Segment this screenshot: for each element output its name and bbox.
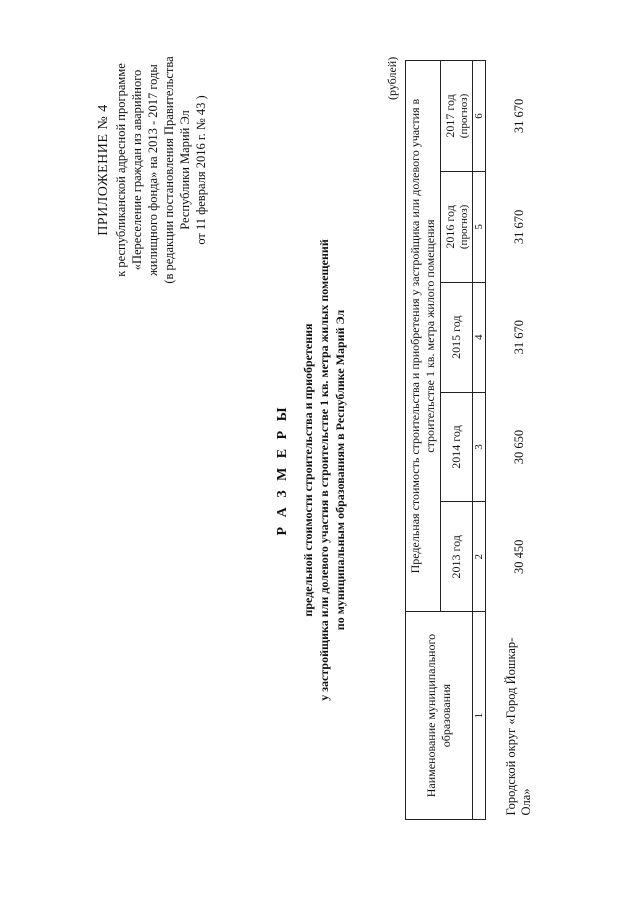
year-label: 2013 год [449,535,463,579]
header-year [441,502,473,612]
year-note: (прогноз) [458,93,470,139]
document-subtitle [300,220,348,720]
appendix-block [95,35,209,305]
cost-value: 30 650 [511,429,526,465]
header-year [441,282,473,392]
municipality-name: Городской округ «Город Йошкар-Ола» [504,637,533,816]
appendix-line: жилищного фонда» на 2013 - 2017 годы [146,64,160,276]
header-year [441,61,473,172]
subtitle-line: по муниципальным образованиям в Республике Марий Эл [333,309,347,631]
header-year [441,171,473,282]
appendix-date-line: от 11 февраля 2016 г. № 43 ) [194,95,208,245]
column-number-row [473,61,486,820]
year-label: 2016 год [443,205,457,249]
table-header-row [406,61,441,820]
column-number: 5 [473,171,486,282]
appendix-line: Республики Марий Эл [178,110,192,230]
header-group: Предельная стоимость строительства и приобретения у застройщика или долевого участия в строительстве 1 кв. метра жилого помещения [406,61,441,612]
year-label: 2014 год [449,425,463,469]
cost-value: 31 670 [511,209,526,245]
appendix-line: «Переселение граждан из аварийного [130,69,144,271]
subtitle-line: у застройщика или долевого участия в строительстве 1 кв. метра жилых помещений [317,239,331,701]
appendix-line: (в редакции постановления Правительства [162,56,176,284]
cost-table [405,60,536,820]
column-number: 4 [473,282,486,392]
year-label: 2017 год [443,94,457,138]
column-number: 6 [473,61,486,172]
appendix-title: ПРИЛОЖЕНИЕ № 4 [96,104,111,236]
appendix-line: к республиканской адресной программе [114,63,128,277]
document-title: Р А З М Е Р Ы [275,404,290,536]
subtitle-line: предельной стоимости строительства и приобретения [301,323,315,617]
year-label: 2015 год [449,315,463,359]
column-number: 3 [473,392,486,502]
table-row [486,61,537,820]
header-year [441,392,473,502]
cost-value: 31 670 [511,320,526,355]
units-label: (рублей) [385,56,399,100]
column-number: 1 [473,612,486,820]
cost-value: 31 670 [511,98,526,134]
year-note: (прогноз) [458,204,470,250]
column-number: 2 [473,502,486,612]
header-name: Наименование муниципального образования [406,612,473,820]
cost-value: 30 450 [511,539,526,574]
